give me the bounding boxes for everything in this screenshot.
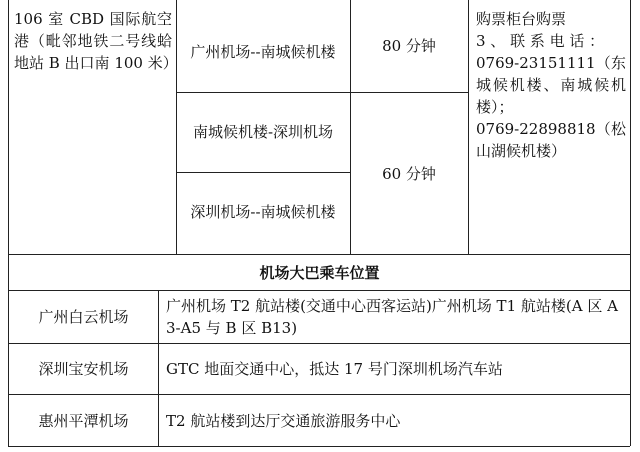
ticket-info-cell bbox=[476, 8, 626, 162]
route-name-2: 南城候机楼-深圳机场 bbox=[192, 123, 334, 141]
airport-name-1: 广州白云机场 bbox=[38, 308, 129, 326]
airport-cell-2 bbox=[9, 344, 158, 394]
table-border-right bbox=[630, 0, 631, 446]
airport-cell-3 bbox=[9, 395, 158, 446]
bus-location-cell-2 bbox=[166, 344, 626, 394]
duration-cell-2 bbox=[352, 93, 466, 254]
ticket-info-line-3: 0769-23151111（东城候机楼、南城候机楼）； bbox=[476, 54, 626, 116]
bottom-table-bottom-border bbox=[8, 446, 630, 447]
col-divider-2 bbox=[350, 0, 351, 254]
row-divider-route-2 bbox=[176, 172, 350, 173]
bus-location-3: T2 航站楼到达厅交通旅游服务中心 bbox=[166, 411, 401, 430]
route-cell-1 bbox=[180, 30, 346, 74]
route-name-3: 深圳机场--南城候机楼 bbox=[190, 203, 336, 221]
duration-1: 80 分钟 bbox=[382, 37, 436, 55]
bus-col-divider bbox=[158, 290, 159, 446]
ticket-info-line-4: 0769-22898818（松山湖候机楼） bbox=[476, 120, 626, 160]
ticket-info-line-2: 3 、 联 系 电 话 ： bbox=[476, 32, 605, 50]
bus-location-1: 广州机场 T2 航站楼(交通中心西客运站)广州机场 T1 航站楼(A 区 A3-A5 与 B 区 B13) bbox=[166, 297, 618, 337]
airport-cell-1 bbox=[9, 291, 158, 343]
route-name-1: 广州机场--南城候机楼 bbox=[190, 43, 336, 61]
section-header bbox=[9, 255, 630, 290]
bus-location-cell-1 bbox=[166, 291, 626, 343]
location-cell bbox=[14, 8, 178, 74]
route-cell-3 bbox=[180, 190, 346, 234]
col-divider-3 bbox=[468, 0, 469, 254]
location-text: 106 室 CBD 国际航空港（毗邻地铁二号线蛤地站 B 出口南 100 米） bbox=[14, 10, 178, 72]
route-cell-2 bbox=[180, 110, 346, 154]
bus-location-2: GTC 地面交通中心，抵达 17 号门深圳机场汽车站 bbox=[166, 360, 503, 378]
bus-location-cell-3 bbox=[166, 395, 626, 446]
airport-name-2: 深圳宝安机场 bbox=[38, 360, 129, 378]
duration-2: 60 分钟 bbox=[382, 164, 436, 183]
col-divider-1 bbox=[176, 0, 177, 254]
duration-cell-1 bbox=[352, 0, 466, 92]
ticket-info-line-1: 购票柜台购票 bbox=[476, 10, 567, 28]
section-header-text: 机场大巴乘车位置 bbox=[259, 263, 380, 282]
airport-name-3: 惠州平潭机场 bbox=[38, 411, 129, 430]
